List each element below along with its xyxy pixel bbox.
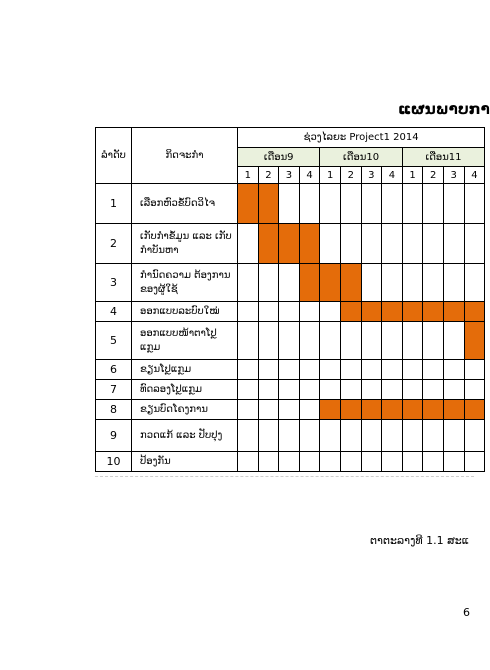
week-header: 1 [320, 167, 341, 184]
gantt-empty-cell [361, 452, 382, 472]
gantt-empty-cell [402, 360, 423, 380]
gantt-empty-cell [258, 264, 279, 302]
row-number: 7 [96, 380, 132, 400]
gantt-empty-cell [299, 322, 320, 360]
gantt-empty-cell [258, 380, 279, 400]
gantt-empty-cell [464, 420, 485, 452]
gantt-empty-cell [340, 420, 361, 452]
gantt-empty-cell [320, 322, 341, 360]
gantt-empty-cell [382, 452, 403, 472]
gantt-empty-cell [340, 360, 361, 380]
gantt-bar-cell [402, 400, 423, 420]
gantt-chart-table [95, 127, 485, 472]
gantt-empty-cell [361, 224, 382, 264]
gantt-empty-cell [279, 322, 300, 360]
gantt-empty-cell [258, 400, 279, 420]
gantt-bar-cell [464, 302, 485, 322]
activity-name: ກວດແກ້ ແລະ ປັບປຸງ [132, 420, 238, 452]
gantt-empty-cell [443, 224, 464, 264]
activity-name: ຂຽນໂປຼແກຼມ [132, 360, 238, 380]
gantt-empty-cell [443, 360, 464, 380]
gantt-empty-cell [443, 452, 464, 472]
gantt-empty-cell [320, 184, 341, 224]
gantt-empty-cell [238, 322, 259, 360]
week-header: 1 [402, 167, 423, 184]
row-number: 5 [96, 322, 132, 360]
gantt-bar-cell [423, 302, 444, 322]
gantt-bar-cell [443, 400, 464, 420]
gantt-empty-cell [361, 420, 382, 452]
activity-name: ກຳນົດຄວາມ ຕ້ອງການຂອງຜູ້ໃຊ້ [132, 264, 238, 302]
week-header: 2 [258, 167, 279, 184]
gantt-bar-cell [361, 400, 382, 420]
gantt-empty-cell [238, 380, 259, 400]
header-period: ຊ່ວງໄລຍະ Project1 2014 [238, 128, 485, 148]
gantt-empty-cell [382, 322, 403, 360]
week-header: 1 [238, 167, 259, 184]
header-activity: ກິດຈະກຳ [132, 128, 238, 184]
row-number: 3 [96, 264, 132, 302]
month-header: ເດືອນ10 [320, 148, 402, 167]
gantt-empty-cell [423, 380, 444, 400]
gantt-empty-cell [279, 302, 300, 322]
gantt-empty-cell [464, 224, 485, 264]
table-row [96, 452, 485, 472]
row-number: 2 [96, 224, 132, 264]
gantt-empty-cell [340, 322, 361, 360]
gantt-empty-cell [402, 264, 423, 302]
week-header: 2 [423, 167, 444, 184]
week-header: 3 [443, 167, 464, 184]
gantt-empty-cell [279, 264, 300, 302]
gantt-empty-cell [238, 420, 259, 452]
gantt-empty-cell [238, 452, 259, 472]
gantt-empty-cell [443, 420, 464, 452]
gantt-empty-cell [382, 184, 403, 224]
row-number: 10 [96, 452, 132, 472]
gantt-empty-cell [402, 380, 423, 400]
gantt-empty-cell [340, 380, 361, 400]
month-header: ເດືອນ11 [402, 148, 484, 167]
gantt-empty-cell [258, 302, 279, 322]
gantt-empty-cell [299, 400, 320, 420]
gantt-bar-cell [382, 302, 403, 322]
gantt-empty-cell [320, 380, 341, 400]
gantt-empty-cell [361, 184, 382, 224]
gantt-bar-cell [299, 224, 320, 264]
header-sequence: ລຳດັບ [96, 128, 132, 184]
week-header: 4 [464, 167, 485, 184]
gantt-empty-cell [340, 224, 361, 264]
table-row [96, 264, 485, 302]
gantt-empty-cell [402, 452, 423, 472]
gantt-empty-cell [423, 184, 444, 224]
activity-name: ຂຽນບົດໂຄງການ [132, 400, 238, 420]
gantt-bar-cell [299, 264, 320, 302]
gantt-empty-cell [402, 224, 423, 264]
week-header: 4 [299, 167, 320, 184]
gantt-empty-cell [361, 264, 382, 302]
gantt-empty-cell [340, 184, 361, 224]
gantt-empty-cell [361, 380, 382, 400]
gantt-empty-cell [238, 264, 259, 302]
gantt-empty-cell [299, 420, 320, 452]
gantt-empty-cell [423, 452, 444, 472]
gantt-empty-cell [299, 184, 320, 224]
gantt-empty-cell [423, 420, 444, 452]
gantt-empty-cell [361, 322, 382, 360]
table-row [96, 184, 485, 224]
gantt-empty-cell [238, 400, 259, 420]
table-row [96, 380, 485, 400]
gantt-empty-cell [299, 452, 320, 472]
gantt-bar-cell [340, 264, 361, 302]
gantt-empty-cell [464, 264, 485, 302]
row-number: 8 [96, 400, 132, 420]
gantt-empty-cell [238, 224, 259, 264]
activity-name: ອອກແບບໜ້າຕາໂປຼ ແກຼມ [132, 322, 238, 360]
gantt-empty-cell [279, 452, 300, 472]
gantt-empty-cell [279, 184, 300, 224]
table-caption: ຕາຕະລາງທີ 1.1 ສະແ [370, 534, 469, 547]
gantt-bar-cell [340, 302, 361, 322]
week-header: 4 [382, 167, 403, 184]
gantt-bar-cell [464, 322, 485, 360]
gantt-bar-cell [258, 224, 279, 264]
row-number: 6 [96, 360, 132, 380]
gantt-empty-cell [382, 360, 403, 380]
gantt-empty-cell [423, 322, 444, 360]
gantt-empty-cell [464, 452, 485, 472]
gantt-empty-cell [299, 380, 320, 400]
gantt-empty-cell [258, 322, 279, 360]
gantt-empty-cell [320, 302, 341, 322]
gantt-empty-cell [279, 380, 300, 400]
gantt-empty-cell [423, 360, 444, 380]
gantt-bar-cell [361, 302, 382, 322]
gantt-bar-cell [320, 264, 341, 302]
activity-name: ເລືອກຫົວຂໍ້ບົດວິໄຈ [132, 184, 238, 224]
gantt-bar-cell [443, 302, 464, 322]
week-header: 3 [361, 167, 382, 184]
activity-name: ອອກແບບລະບົບໃໝ່ [132, 302, 238, 322]
row-number: 4 [96, 302, 132, 322]
page-divider [95, 476, 474, 477]
table-row [96, 302, 485, 322]
gantt-empty-cell [382, 420, 403, 452]
activity-name: ທົດລອງໂປຼແກຼມ [132, 380, 238, 400]
gantt-empty-cell [258, 420, 279, 452]
gantt-empty-cell [382, 380, 403, 400]
gantt-empty-cell [464, 380, 485, 400]
month-header: ເດືອນ9 [238, 148, 320, 167]
week-header: 2 [340, 167, 361, 184]
row-number: 1 [96, 184, 132, 224]
page-title: ແຜນພາບກາ [398, 100, 490, 118]
gantt-empty-cell [299, 360, 320, 380]
gantt-empty-cell [382, 224, 403, 264]
gantt-bar-cell [402, 302, 423, 322]
gantt-empty-cell [443, 264, 464, 302]
gantt-empty-cell [423, 224, 444, 264]
gantt-empty-cell [320, 420, 341, 452]
table-row [96, 224, 485, 264]
table-row [96, 420, 485, 452]
gantt-bar-cell [382, 400, 403, 420]
gantt-empty-cell [320, 360, 341, 380]
gantt-empty-cell [382, 264, 403, 302]
gantt-empty-cell [279, 400, 300, 420]
gantt-bar-cell [423, 400, 444, 420]
gantt-empty-cell [464, 184, 485, 224]
gantt-bar-cell [320, 400, 341, 420]
activity-name: ເກັບກຳຂໍ້ມູນ ແລະ ເກັບກຳບັນຫາ [132, 224, 238, 264]
gantt-empty-cell [258, 360, 279, 380]
gantt-empty-cell [279, 360, 300, 380]
table-row [96, 360, 485, 380]
gantt-empty-cell [299, 302, 320, 322]
gantt-empty-cell [423, 264, 444, 302]
row-number: 9 [96, 420, 132, 452]
week-header: 3 [279, 167, 300, 184]
gantt-empty-cell [320, 452, 341, 472]
gantt-empty-cell [402, 184, 423, 224]
gantt-empty-cell [340, 452, 361, 472]
table-row [96, 400, 485, 420]
table-row [96, 322, 485, 360]
gantt-empty-cell [402, 420, 423, 452]
gantt-bar-cell [238, 184, 259, 224]
gantt-empty-cell [320, 224, 341, 264]
gantt-bar-cell [279, 224, 300, 264]
gantt-empty-cell [443, 380, 464, 400]
gantt-empty-cell [402, 322, 423, 360]
activity-name: ປ້ອງກັນ [132, 452, 238, 472]
gantt-empty-cell [238, 360, 259, 380]
gantt-empty-cell [238, 302, 259, 322]
gantt-empty-cell [443, 184, 464, 224]
gantt-bar-cell [464, 400, 485, 420]
gantt-bar-cell [258, 184, 279, 224]
gantt-empty-cell [258, 452, 279, 472]
gantt-empty-cell [279, 420, 300, 452]
gantt-bar-cell [340, 400, 361, 420]
gantt-empty-cell [361, 360, 382, 380]
gantt-empty-cell [464, 360, 485, 380]
page-number: 6 [463, 606, 470, 619]
gantt-empty-cell [443, 322, 464, 360]
